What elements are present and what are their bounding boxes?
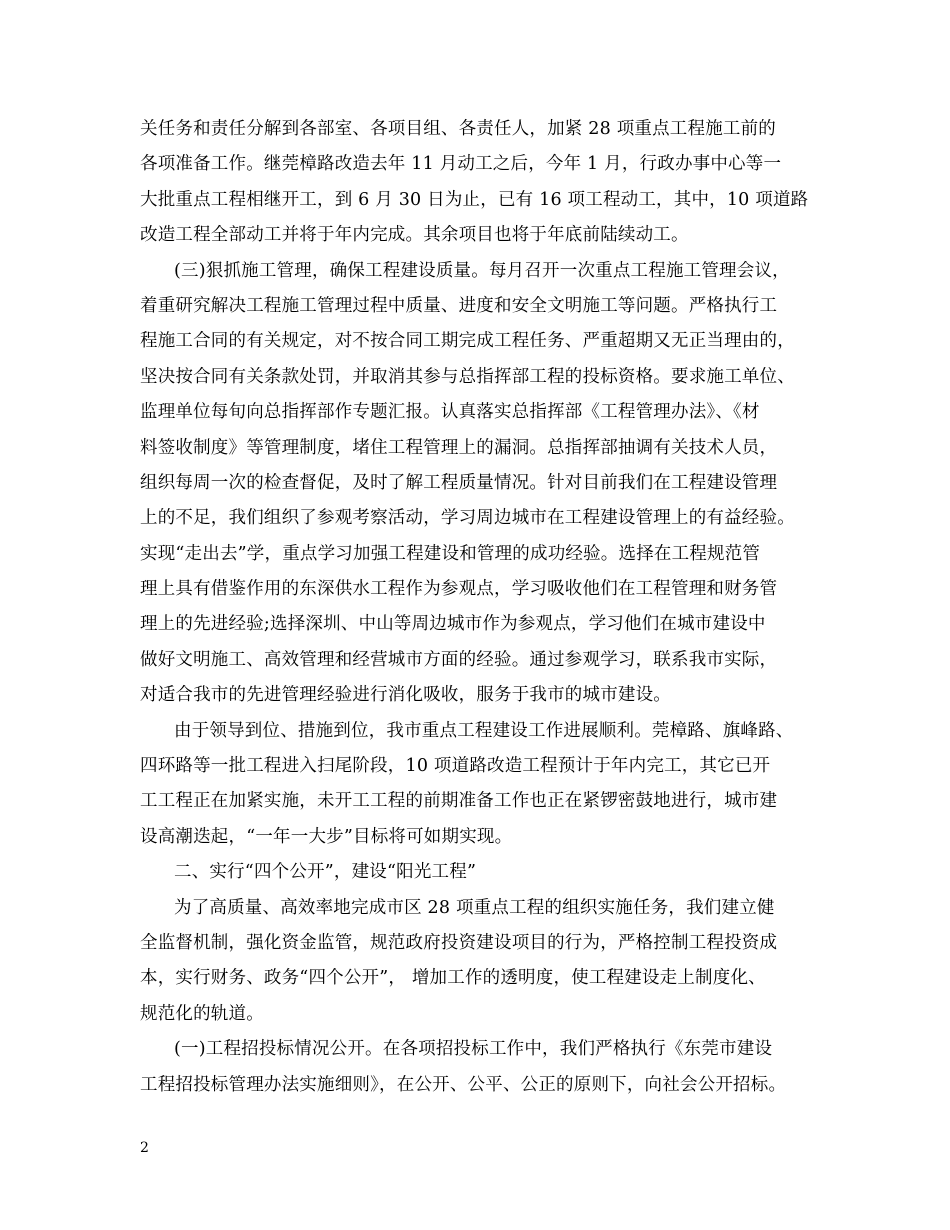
text-line: 各项准备工作。继莞樟路改造去年 11 月动工之后，今年 1 月，行政办事中心等一 [140,154,782,175]
text-line: 工工程正在加紧实施，未开工工程的前期准备工作也正在紧锣密鼓地进行，城市建 [140,791,778,812]
text-line: 料签收制度》等管理制度，堵住工程管理上的漏洞。总指挥部抽调有关技术人员， [140,437,778,458]
text-line: 实现“走出去”学，重点学习加强工程建设和管理的成功经验。选择在工程规范管 [140,543,761,564]
text-line: 着重研究解决工程施工管理过程中质量、进度和安全文明施工等问题。严格执行工 [140,295,778,316]
text-line: 改造工程全部动工并将于年内完成。其余项目也将于年底前陆续动工。 [140,225,689,246]
text-line: 全监督机制，强化资金监管，规范政府投资建设项目的行为，严格控制工程投资成 [140,932,778,953]
text-line: 规范化的轨道。 [140,1003,264,1024]
text-line: 二、实行“四个公开”，建设“阳光工程” [174,862,477,883]
text-line: (一)工程招投标情况公开。在各项招投标工作中，我们严格执行《东莞市建设 [174,1039,773,1060]
text-line: 上的不足，我们组织了参观考察活动，学习周边城市在工程建设管理上的有益经验。 [140,508,795,529]
text-line: 设高潮迭起，“一年一大步”目标将可如期实现。 [140,826,513,847]
document-body [140,112,816,1103]
text-line: 坚决按合同有关条款处罚，并取消其参与总指挥部工程的投标资格。要求施工单位、 [140,366,795,387]
page-number: 2 [140,1140,149,1156]
text-line: 程施工合同的有关规定，对不按合同工期完成工程任务、严重超期又无正当理由的， [140,331,795,352]
text-line: 为了高质量、高效率地完成市区 28 项重点工程的组织实施任务，我们建立健 [174,897,775,918]
text-line: 组织每周一次的检查督促，及时了解工程质量情况。针对目前我们在工程建设管理 [140,472,778,493]
text-line: 大批重点工程相继开工，到 6 月 30 日为止，已有 16 项工程动工，其中，10 项道路 [140,189,809,210]
text-line: 四环路等一批工程进入扫尾阶段，10 项道路改造工程预计于年内完工，其它已开 [140,756,771,777]
text-line: 对适合我市的先进管理经验进行消化吸收，服务于我市的城市建设。 [140,685,671,706]
text-line: 监理单位每旬向总指挥部作专题汇报。认真落实总指挥部《工程管理办法》、《材 [140,402,760,423]
text-line: 做好文明施工、高效管理和经营城市方面的经验。通过参观学习，联系我市实际， [140,649,778,670]
text-line: 本，实行财务、政务“四个公开”， 增加工作的透明度，使工程建设走上制度化、 [140,968,766,989]
text-line: (三)狠抓施工管理，确保工程建设质量。每月召开一次重点工程施工管理会议， [174,260,790,281]
text-line: 理上具有借鉴作用的东深供水工程作为参观点，学习吸收他们在工程管理和财务管 [140,579,778,600]
text-line: 由于领导到位、措施到位，我市重点工程建设工作进展顺利。莞樟路、旗峰路、 [174,720,794,741]
text-line: 关任务和责任分解到各部室、各项目组、各责任人，加紧 28 项重点工程施工前的 [140,119,776,139]
text-line: 理上的先进经验;选择深圳、中山等周边城市作为参观点，学习他们在城市建设中 [140,614,766,635]
text-line: 工程招投标管理办法实施细则》，在公开、公平、公正的原则下，向社会公开招标。 [140,1074,787,1095]
